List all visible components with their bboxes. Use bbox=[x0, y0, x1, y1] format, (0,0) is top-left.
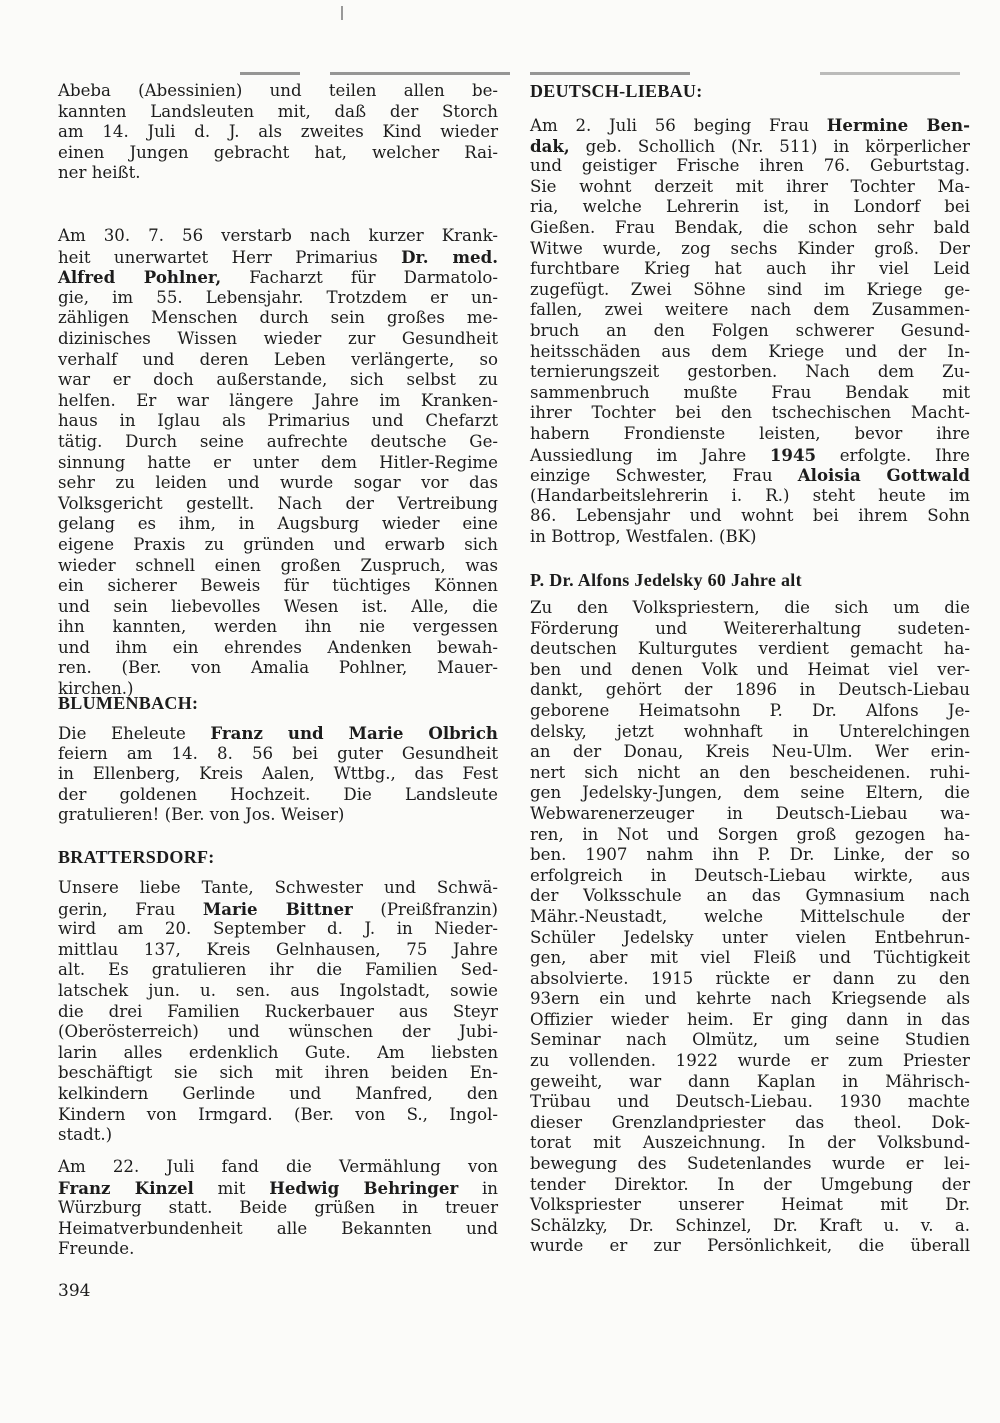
text-line: Mähr.-Neustadt, welche Mittelschule der bbox=[530, 906, 970, 926]
text-line: 93ern ein und kehrte nach Kriegsende als bbox=[530, 989, 970, 1009]
text-line: tender Direktor. In der Umgebung der bbox=[530, 1174, 970, 1194]
text-line: ria, welche Lehrerin ist, in Londorf bei bbox=[530, 197, 970, 217]
text-segment: geb. Schollich (Nr. 511) in körperlicher bbox=[569, 136, 970, 156]
text-line: Sie wohnt derzeit mit ihrer Tochter Ma- bbox=[530, 176, 970, 196]
text-line: zugefügt. Zwei Söhne sind im Kriege ge- bbox=[530, 279, 970, 299]
text-line: ihrer Tochter bei den tschechischen Macht- bbox=[530, 403, 970, 423]
text-line: Schüler Jedelsky unter vielen Entbehrun- bbox=[530, 927, 970, 947]
text-line: gratulieren! (Ber. von Jos. Weiser) bbox=[58, 805, 345, 825]
bold-name: dak, bbox=[530, 135, 570, 156]
text-line: einen Jungen gebracht hat, welcher Rai- bbox=[58, 142, 498, 162]
paragraph bbox=[530, 115, 970, 547]
text-segment: Aussiedlung im Jahre bbox=[530, 445, 770, 465]
text-line: gen Jedelsky-Jungen, dem seine Eltern, die bbox=[530, 783, 970, 803]
text-line: Abeba (Abessinien) und teilen allen be- bbox=[58, 81, 498, 100]
text-line: kannten Landsleuten mit, daß der Storch bbox=[58, 101, 498, 121]
text-line: und sein liebevolles Wesen ist. Alle, die bbox=[58, 596, 498, 616]
text-line: am 14. Juli d. J. als zweites Kind wieder bbox=[58, 122, 498, 142]
text-segment: heit unerwartet Herr Primarius bbox=[58, 247, 402, 267]
text-line bbox=[58, 247, 498, 268]
paragraph bbox=[58, 878, 498, 1146]
text-line bbox=[530, 115, 970, 136]
text-line: absolvierte. 1915 rückte er dann zu den bbox=[530, 968, 970, 988]
text-line bbox=[58, 723, 498, 744]
text-line: der goldenen Hochzeit. Die Landsleute bbox=[58, 784, 498, 804]
paragraph bbox=[58, 226, 498, 700]
scan-artifact bbox=[820, 72, 960, 75]
text-line: wurde er zur Persönlichkeit, die überall bbox=[530, 1236, 970, 1256]
text-line: heitsschäden aus dem Kriege und der In- bbox=[530, 341, 970, 361]
text-line: mittlau 137, Kreis Gelnhausen, 75 Jahre bbox=[58, 939, 498, 959]
text-line: Kindern von Irmgard. (Ber. von S., Ingol- bbox=[58, 1104, 498, 1124]
text-line: Trübau und Deutsch-Liebau. 1930 machte bbox=[530, 1092, 970, 1112]
text-line: geborene Heimatsohn P. Dr. Alfons Je- bbox=[530, 700, 970, 720]
text-line: Am 22. Juli fand die Vermählung von bbox=[58, 1157, 498, 1176]
text-line: an der Donau, Kreis Neu-Ulm. Wer erin- bbox=[530, 742, 970, 762]
text-line: bruch an den Folgen schwerer Gesund- bbox=[530, 320, 970, 340]
text-line: beschäftigt sie sich mit ihren beiden En- bbox=[58, 1063, 498, 1083]
text-line: wieder schnell einen großen Zuspruch, was bbox=[58, 555, 498, 575]
bold-name: Alfred Pohlner, bbox=[58, 267, 222, 288]
text-line: delsky, jetzt wohnhaft in Unterelchingen bbox=[530, 721, 970, 741]
text-line: ner heißt. bbox=[58, 163, 141, 183]
text-line: ein sicherer Beweis für tüchtiges Können bbox=[58, 576, 498, 596]
text-line bbox=[58, 267, 498, 288]
bold-name: Hermine Ben- bbox=[826, 115, 970, 135]
text-line: alt. Es gratulieren ihr die Familien Sed- bbox=[58, 960, 498, 980]
bold-name: Dr. med. bbox=[401, 246, 498, 267]
paragraph bbox=[58, 81, 498, 184]
text-line bbox=[530, 465, 970, 486]
text-line: P. Dr. Alfons Jedelsky 60 Jahre alt bbox=[530, 570, 802, 590]
text-line: sinnung hatte er unter dem Hitler-Regime bbox=[58, 452, 498, 472]
section-heading bbox=[530, 81, 970, 102]
text-line: Webwarenerzeuger in Deutsch-Liebau wa- bbox=[530, 803, 970, 823]
text-line: erfolgreich in Deutsch-Liebau wirkte, aus bbox=[530, 865, 970, 885]
text-line bbox=[58, 899, 498, 920]
text-line: Seminar nach Olmütz, um seine Studien bbox=[530, 1030, 970, 1050]
text-line bbox=[58, 1178, 498, 1199]
text-line: Schälzky, Dr. Schinzel, Dr. Kraft u. v. a. bbox=[530, 1215, 970, 1235]
text-line: zähligen Menschen durch sein großes me- bbox=[58, 308, 498, 328]
text-line: ren. (Ber. von Amalia Pohlner, Mauer- bbox=[58, 658, 498, 678]
text-line: BLUMENBACH: bbox=[58, 693, 199, 713]
text-line: gen, aber mit viel Fleiß und Tüchtigkeit bbox=[530, 948, 970, 968]
text-line: fallen, zwei weitere nach dem Zusammen- bbox=[530, 300, 970, 320]
text-line: bewegung des Sudetenlandes wurde er lei- bbox=[530, 1154, 970, 1174]
text-line: feiern am 14. 8. 56 bei guter Gesundheit bbox=[58, 743, 498, 763]
bold-name: 1945 bbox=[769, 444, 817, 465]
text-line: ihn kannten, werden ihn nie vergessen bbox=[58, 617, 498, 637]
text-line: sehr zu leiden und wurde sogar vor das bbox=[58, 473, 498, 493]
text-line: dizinisches Wissen wieder zur Gesundheit bbox=[58, 328, 498, 348]
text-line: Zu den Volkspriestern, die sich um die bbox=[530, 598, 970, 617]
bold-name: Aloisia Gottwald bbox=[797, 465, 970, 486]
text-line: (Handarbeitslehrerin i. R.) steht heute im bbox=[530, 485, 970, 505]
text-line: helfen. Er war längere Jahre im Kranken- bbox=[58, 390, 498, 410]
text-line: ren, in Not und Sorgen groß gezogen ha- bbox=[530, 824, 970, 844]
bold-name: Franz und Marie Olbrich bbox=[210, 723, 498, 743]
paragraph bbox=[530, 598, 970, 1257]
text-line: deutschen Kulturgutes verdient gemacht ha- bbox=[530, 639, 970, 659]
text-line: latschek jun. u. sen. aus Ingolstadt, sowie bbox=[58, 980, 498, 1000]
text-line: war er doch außerstande, sich selbst zu bbox=[58, 370, 498, 390]
text-line: larin alles erdenklich Gute. Am liebsten bbox=[58, 1042, 498, 1062]
text-line: Am 30. 7. 56 verstarb nach kurzer Krank- bbox=[58, 226, 498, 245]
section-heading bbox=[530, 570, 970, 591]
text-line: Volksgericht gestellt. Nach der Vertreibung bbox=[58, 493, 498, 513]
text-line: geweiht, war dann Kaplan in Mährisch- bbox=[530, 1071, 970, 1091]
text-segment: erfolgte. Ihre bbox=[816, 445, 970, 465]
text-line: in Ellenberg, Kreis Aalen, Wttbg., das Fest bbox=[58, 764, 498, 784]
text-segment: Am 2. Juli 56 beging Frau bbox=[530, 116, 827, 135]
text-segment: mit bbox=[193, 1178, 270, 1198]
text-line: gie, im 55. Lebensjahr. Trotzdem er un- bbox=[58, 287, 498, 307]
bold-name: Hedwig Behringer bbox=[269, 1177, 459, 1198]
text-line: und geistiger Frische ihren 76. Geburtstag. bbox=[530, 156, 970, 176]
text-line: ben. 1907 nahm ihn P. Dr. Linke, der so bbox=[530, 845, 970, 865]
text-line: zu vollenden. 1922 wurde er zum Priester bbox=[530, 1051, 970, 1071]
text-line: Förderung und Weitererhaltung sudeten- bbox=[530, 618, 970, 638]
text-line: sammenbruch mußte Frau Bendak mit bbox=[530, 382, 970, 402]
text-line: ben und denen Volk und Heimat viel ver- bbox=[530, 659, 970, 679]
text-line: BRATTERSDORF: bbox=[58, 847, 215, 867]
text-line: Heimatverbundenheit alle Bekannten und bbox=[58, 1218, 498, 1238]
scan-artifact bbox=[341, 6, 343, 20]
text-line: 86. Lebensjahr und wohnt bei ihrem Sohn bbox=[530, 506, 970, 526]
text-line: Würzburg statt. Beide grüßen in treuer bbox=[58, 1198, 498, 1218]
text-segment: Die Eheleute bbox=[58, 724, 211, 743]
bold-name: Franz Kinzel bbox=[58, 1177, 194, 1198]
paragraph bbox=[58, 1157, 498, 1260]
text-line bbox=[530, 445, 970, 466]
text-line: in Bottrop, Westfalen. (BK) bbox=[530, 526, 757, 546]
scan-artifact bbox=[330, 72, 510, 75]
text-line: habern Frondienste leisten, bevor ihre bbox=[530, 423, 970, 443]
text-line: Witwe wurde, zog sechs Kinder groß. Der bbox=[530, 238, 970, 258]
text-line: furchtbare Krieg hat auch ihr viel Leid bbox=[530, 259, 970, 279]
text-line: gelang es ihm, in Augsburg wieder eine bbox=[58, 514, 498, 534]
text-segment: gerin, Frau bbox=[58, 899, 203, 919]
text-line: tätig. Durch seine aufrechte deutsche Ge- bbox=[58, 431, 498, 451]
scan-artifact bbox=[240, 72, 300, 75]
text-line: Volkspriester unserer Heimat mit Dr. bbox=[530, 1195, 970, 1215]
text-line: kelkindern Gerlinde und Manfred, den bbox=[58, 1083, 498, 1103]
text-line: und ihm ein ehrendes Andenken bewah- bbox=[58, 637, 498, 657]
paragraph bbox=[58, 723, 498, 826]
text-segment: in bbox=[458, 1178, 498, 1198]
text-line: dieser Grenzlandpriester das theol. Dok- bbox=[530, 1112, 970, 1132]
text-line: haus in Iglau als Primarius und Chefarzt bbox=[58, 411, 498, 431]
text-line: eigene Praxis zu gründen und erwarb sich bbox=[58, 534, 498, 554]
scan-artifact bbox=[530, 72, 690, 75]
section-heading bbox=[58, 847, 498, 868]
text-line: die drei Familien Ruckerbauer aus Steyr bbox=[58, 1001, 498, 1021]
text-line: wird am 20. September d. J. in Nieder- bbox=[58, 919, 498, 939]
text-line: verhalf und deren Leben verlängerte, so bbox=[58, 349, 498, 369]
text-line: Offizier wieder heim. Er ging dann in das bbox=[530, 1009, 970, 1029]
bold-name: Marie Bittner bbox=[202, 898, 353, 919]
text-line: der Volksschule an das Gymnasium nach bbox=[530, 886, 970, 906]
section-heading bbox=[58, 693, 498, 714]
page-number: 394 bbox=[58, 1281, 91, 1301]
text-line: Gießen. Frau Bendak, die schon sehr bald bbox=[530, 217, 970, 237]
text-line: Unsere liebe Tante, Schwester und Schwä- bbox=[58, 878, 498, 897]
text-line: Freunde. bbox=[58, 1239, 135, 1259]
text-line: DEUTSCH-LIEBAU: bbox=[530, 81, 703, 101]
text-segment: Facharzt für Darmatolo- bbox=[221, 268, 498, 288]
text-line: (Oberösterreich) und wünschen der Jubi- bbox=[58, 1022, 498, 1042]
text-line: stadt.) bbox=[58, 1125, 113, 1145]
text-segment: einzige Schwester, Frau bbox=[530, 466, 798, 486]
text-line bbox=[530, 136, 970, 157]
text-line: nert sich nicht an den bescheidenen. ruhi- bbox=[530, 762, 970, 782]
text-line: dankt, gehört der 1896 in Deutsch-Liebau bbox=[530, 680, 970, 700]
text-line: kirchen.) bbox=[58, 679, 134, 699]
text-line: torat mit Auszeichnung. In der Volksbund- bbox=[530, 1133, 970, 1153]
text-line: ternierungszeit gestorben. Nach dem Zu- bbox=[530, 362, 970, 382]
text-segment: (Preißfranzin) bbox=[352, 899, 498, 919]
